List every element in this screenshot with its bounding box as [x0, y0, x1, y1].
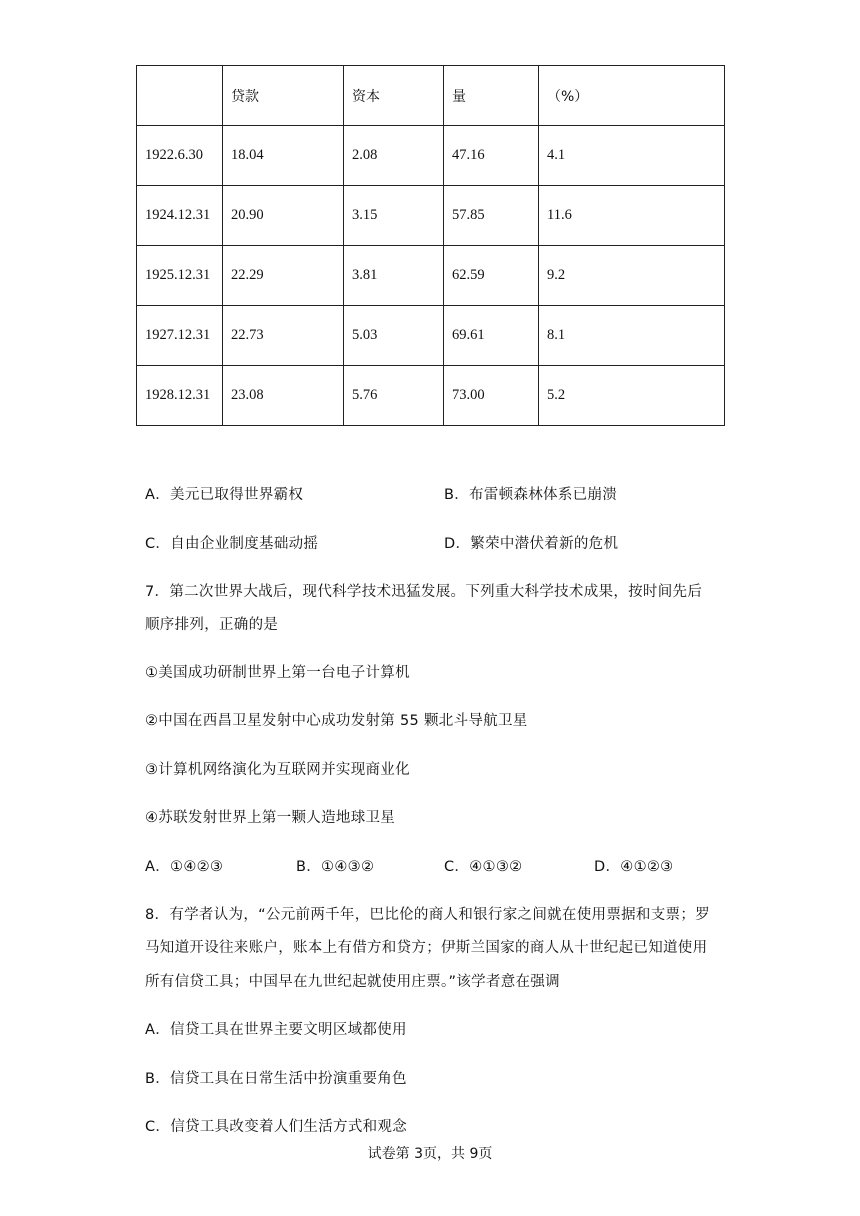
table-cell: 62.59	[444, 246, 539, 306]
q7-option-b: B．①④③②	[296, 859, 375, 875]
table-cell: 5.76	[344, 366, 444, 426]
q6-option-d: D．繁荣中潜伏着新的危机	[444, 536, 619, 552]
table-cell: 5.2	[539, 366, 725, 426]
q6-option-b: B．布雷顿森林体系已崩溃	[444, 487, 618, 503]
table-cell: 18.04	[223, 126, 344, 186]
table-row	[137, 246, 725, 306]
table-header-cell	[137, 66, 223, 126]
table-cell: 1928.12.31	[137, 366, 223, 426]
page-footer: 试卷第 3页，共 9页	[367, 1146, 493, 1162]
q8-stem-line-1: 8．有学者认为，“公元前两千年，巴比伦的商人和银行家之间就在使用票据和支票；罗	[145, 907, 710, 923]
q7-item-2: ②中国在西昌卫星发射中心成功发射第 55 颗北斗导航卫星	[145, 713, 528, 729]
table-cell: 22.73	[223, 306, 344, 366]
table-cell: 1922.6.30	[137, 126, 223, 186]
table-cell: 20.90	[223, 186, 344, 246]
q6-option-c: C．自由企业制度基础动摇	[145, 536, 319, 552]
q7-item-3: ③计算机网络演化为互联网并实现商业化	[145, 762, 410, 778]
bank-data-table	[136, 65, 725, 426]
table-cell: 11.6	[539, 186, 725, 246]
table-cell: 23.08	[223, 366, 344, 426]
table-cell: 1927.12.31	[137, 306, 223, 366]
q7-item-4: ④苏联发射世界上第一颗人造地球卫星	[145, 810, 396, 826]
table-cell: 57.85	[444, 186, 539, 246]
q6-option-a: A．美元已取得世界霸权	[145, 487, 304, 503]
q7-stem-line-1: 7．第二次世界大战后，现代科学技术迅猛发展。下列重大科学技术成果，按时间先后	[145, 584, 703, 600]
q8-stem-line-2: 马知道开设往来账户，账本上有借方和贷方；伊斯兰国家的商人从十世纪起已知道使用	[145, 940, 708, 956]
table-cell: 1925.12.31	[137, 246, 223, 306]
q8-option-c: C．信贷工具改变着人们生活方式和观念	[145, 1119, 408, 1135]
q7-item-1: ①美国成功研制世界上第一台电子计算机	[145, 665, 410, 681]
table-row	[137, 126, 725, 186]
q7-stem-line-2: 顺序排列，正确的是	[145, 617, 279, 633]
q8-stem-line-3: 所有信贷工具；中国早在九世纪起就使用庄票。”该学者意在强调	[145, 974, 560, 990]
q7-option-c: C．④①③②	[444, 859, 523, 875]
table-cell: 9.2	[539, 246, 725, 306]
table-cell: 1924.12.31	[137, 186, 223, 246]
table-cell: 5.03	[344, 306, 444, 366]
table-cell: 3.15	[344, 186, 444, 246]
q7-option-a: A．①④②③	[145, 859, 224, 875]
q8-option-b: B．信贷工具在日常生活中扮演重要角色	[145, 1071, 407, 1087]
table-header-row	[137, 66, 725, 126]
table-header-cell: 贷款	[223, 66, 344, 126]
table-cell: 2.08	[344, 126, 444, 186]
table-cell: 8.1	[539, 306, 725, 366]
table-cell: 73.00	[444, 366, 539, 426]
table-header-cell: （%）	[539, 66, 725, 126]
table-cell: 47.16	[444, 126, 539, 186]
table-row	[137, 306, 725, 366]
q7-option-d: D．④①②③	[594, 859, 674, 875]
table-cell: 22.29	[223, 246, 344, 306]
q8-option-a: A．信贷工具在世界主要文明区域都使用	[145, 1022, 407, 1038]
table-cell: 3.81	[344, 246, 444, 306]
table-cell: 4.1	[539, 126, 725, 186]
table-row	[137, 366, 725, 426]
table-row	[137, 186, 725, 246]
table-header-cell: 资本	[344, 66, 444, 126]
table-cell: 69.61	[444, 306, 539, 366]
table-header-cell: 量	[444, 66, 539, 126]
